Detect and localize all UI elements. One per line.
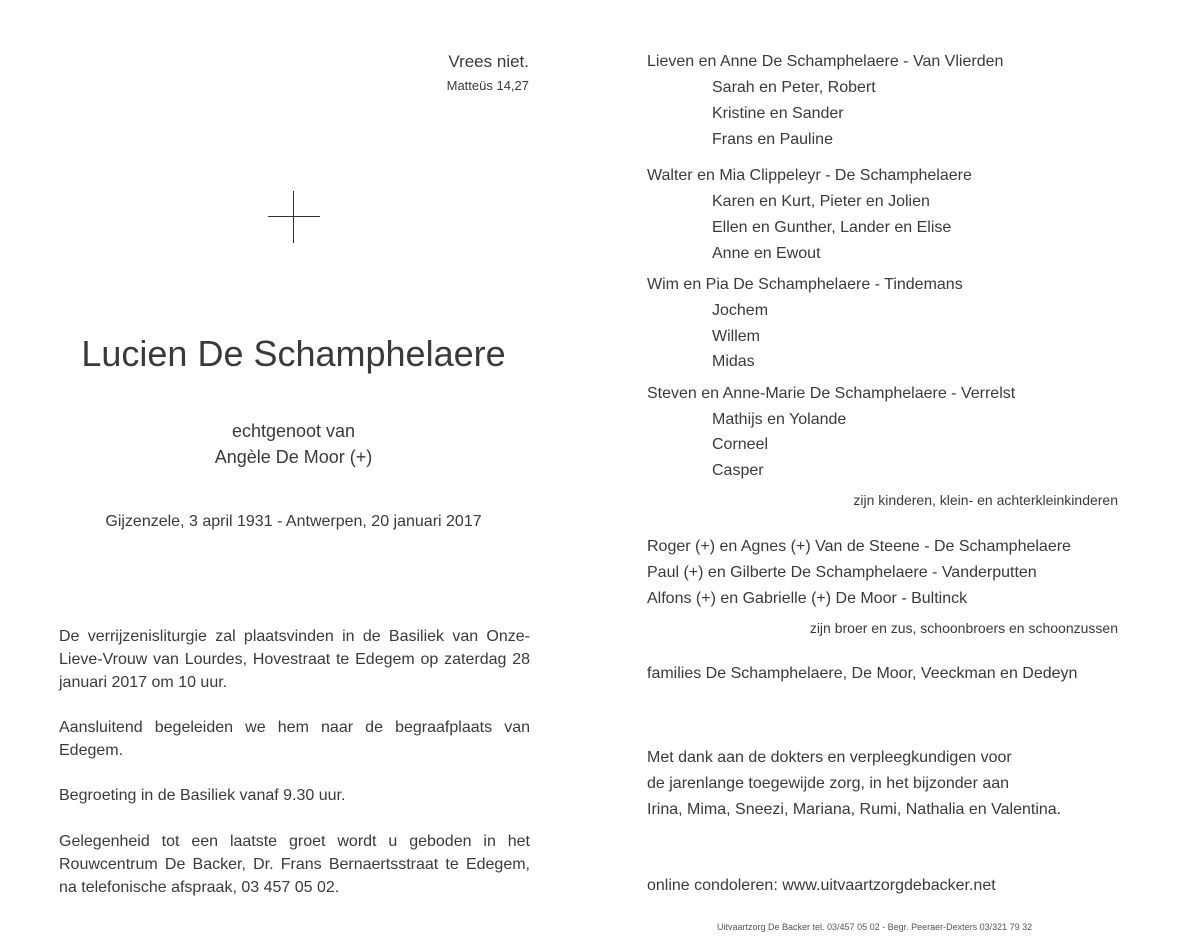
family-member: Corneel [712,436,769,453]
children-summary: zijn kinderen, klein- en achterkleinkinderen [853,492,1118,508]
family-member: Frans en Pauline [712,131,833,148]
extended-families: families De Schamphelaere, De Moor, Veeckman en Dedeyn [647,665,1078,682]
siblings-summary: zijn broer en zus, schoonbroers en schoonzussen [809,620,1118,636]
condolences-link[interactable]: online condoleren: www.uitvaartzorgdebacker.net [647,877,996,894]
family-member: Casper [712,462,764,479]
family-member: Kristine en Sander [712,105,844,122]
thanks-block [647,745,1061,823]
sibling-line: Alfons (+) en Gabrielle (+) De Moor - Bultinck [647,590,968,607]
thanks-line: Met dank aan de dokters en verpleegkundigen voor [647,749,1012,766]
family-member: Ellen en Gunther, Lander en Elise [712,219,952,236]
birth-death-dates: Gijzenzele, 3 april 1931 - Antwerpen, 20 januari 2017 [105,513,482,530]
family-head: Walter en Mia Clippeleyr - De Schamphelaere [647,167,972,184]
spouse-intro: echtgenoot van [231,421,356,441]
family-member: Willem [712,328,760,345]
liturgy-paragraph: De verrijzenisliturgie zal plaatsvinden in de Basiliek van Onze-Lieve-Vrouw van Lourdes, Hovestraat te Edegem op zaterdag 28 januari 2017 om 10 uur. [59,628,530,691]
family-head: Lieven en Anne De Schamphelaere - Van Vlierden [647,53,1004,70]
verse-reference: Matteüs 14,27 [446,78,529,93]
bible-verse [447,52,529,95]
footer-print-credit: Uitvaartzorg De Backer tel. 03/457 05 02 - Begr. Peeraer-Dexters 03/321 79 32 [717,922,1033,932]
spouse-name: Angèle De Moor (+) [214,447,373,467]
sibling-line: Roger (+) en Agnes (+) Van de Steene - De Schamphelaere [647,538,1071,555]
spouse-block [40,418,547,470]
family-head: Steven en Anne-Marie De Schamphelaere - Verrelst [647,385,1016,402]
family-member: Mathijs en Yolande [712,411,847,428]
thanks-line: Irina, Mima, Sneezi, Mariana, Rumi, Nathalia en Valentina. [647,801,1062,818]
family-member: Midas [712,353,755,370]
thanks-line: de jarenlange toegewijde zorg, in het bijzonder aan [647,775,1010,792]
family-member: Sarah en Peter, Robert [712,79,876,96]
family-member: Karen en Kurt, Pieter en Jolien [712,193,930,210]
greeting-paragraph: Begroeting in de Basiliek vanaf 9.30 uur. [59,787,346,804]
burial-paragraph: Aansluitend begeleiden we hem naar de begraafplaats van Edegem. [59,719,530,759]
cross-icon [268,191,320,243]
verse-text: Vrees niet. [448,52,529,71]
family-member: Jochem [712,302,769,319]
sibling-line: Paul (+) en Gilberte De Schamphelaere - Vanderputten [647,564,1037,581]
family-head: Wim en Pia De Schamphelaere - Tindemans [647,276,963,293]
family-member: Anne en Ewout [712,245,821,262]
farewell-paragraph: Gelegenheid tot een laatste groet wordt u geboden in het Rouwcentrum De Backer, Dr. Frans Bernaertsstraat te Edegem, na telefonische afspraak, 03 457 05 02. [59,833,530,896]
deceased-name: Lucien De Schamphelaere [81,333,506,374]
